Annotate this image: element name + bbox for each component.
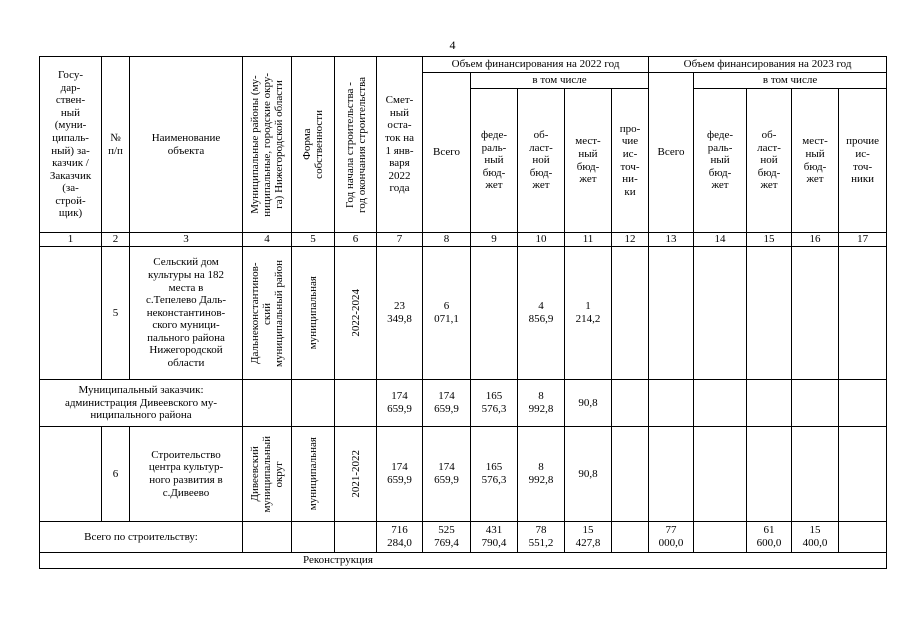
header-total-2023: Всего xyxy=(649,73,694,233)
column-number: 17 xyxy=(839,233,887,247)
item6-years-cell xyxy=(335,427,377,522)
table-row-item-5 xyxy=(40,247,887,380)
total-total-2022: 525 769,4 xyxy=(423,522,471,553)
column-number-row xyxy=(40,233,887,247)
column-number: 4 xyxy=(243,233,292,247)
item6-ownership-cell xyxy=(292,427,335,522)
item6-regional-2022: 8 992,8 xyxy=(518,427,565,522)
table-row-customer xyxy=(40,380,887,427)
item5-years-cell xyxy=(335,247,377,380)
header-ownership: Форма собственности xyxy=(301,110,325,179)
item5-other-2023 xyxy=(839,247,887,380)
column-number: 2 xyxy=(102,233,130,247)
item5-ownership-cell xyxy=(292,247,335,380)
header-regional-2023: об- ласт- ной бюд- жет xyxy=(747,89,792,233)
column-number: 14 xyxy=(694,233,747,247)
total-regional-2023: 61 600,0 xyxy=(747,522,792,553)
item6-object: Строительство центра культур- ного развития в с.Дивеево xyxy=(130,427,243,522)
column-number: 13 xyxy=(649,233,694,247)
header-districts-cell xyxy=(243,57,292,233)
column-number: 6 xyxy=(335,233,377,247)
header-including-2022: в том числе xyxy=(471,73,649,89)
column-number: 15 xyxy=(747,233,792,247)
header-funding-2022: Объем финансирования на 2022 год xyxy=(423,57,649,73)
table-row-item-6 xyxy=(40,427,887,522)
total-estimate: 716 284,0 xyxy=(377,522,423,553)
table-row-total xyxy=(40,522,887,553)
item6-district-cell xyxy=(243,427,292,522)
item6-total-2022: 174 659,9 xyxy=(423,427,471,522)
item6-number: 6 xyxy=(102,427,130,522)
table-row-section xyxy=(40,553,887,569)
header-local-2022: мест- ный бюд- жет xyxy=(565,89,612,233)
customer-label: Муниципальный заказчик: администрация Дивеевского му- ниципального района xyxy=(40,380,243,427)
item5-regional-2022: 4 856,9 xyxy=(518,247,565,380)
item5-other-2022 xyxy=(612,247,649,380)
header-federal-2022: феде- раль- ный бюд- жет xyxy=(471,89,518,233)
header-total-2022: Всего xyxy=(423,73,471,233)
customer-regional-2022: 8 992,8 xyxy=(518,380,565,427)
column-number: 10 xyxy=(518,233,565,247)
section-reconstruction: Реконструкция xyxy=(40,553,887,569)
total-label: Всего по строительству: xyxy=(40,522,243,553)
item5-district: Дальнеконстантинов- ский муниципальный район xyxy=(249,259,285,367)
header-number: № п/п xyxy=(102,57,130,233)
header-years-cell xyxy=(335,57,377,233)
total-local-2022: 15 427,8 xyxy=(565,522,612,553)
total-local-2023: 15 400,0 xyxy=(792,522,839,553)
header-districts: Муниципальные районы (му- ниципальные, городские окру- га) Нижегородской области xyxy=(249,72,285,217)
header-estimate: Смет- ный оста- ток на 1 янв- варя 2022 года xyxy=(377,57,423,233)
column-number: 3 xyxy=(130,233,243,247)
item5-object: Сельский дом культуры на 182 места в с.Тепелево Даль- неконстантинов- ского муници- пального района Нижегородской области xyxy=(130,247,243,380)
header-local-2023: мест- ный бюд- жет xyxy=(792,89,839,233)
column-number: 1 xyxy=(40,233,102,247)
item5-district-cell xyxy=(243,247,292,380)
total-regional-2022: 78 551,2 xyxy=(518,522,565,553)
column-number: 5 xyxy=(292,233,335,247)
total-total-2023: 77 000,0 xyxy=(649,522,694,553)
column-number: 8 xyxy=(423,233,471,247)
item5-number: 5 xyxy=(102,247,130,380)
total-federal-2022: 431 790,4 xyxy=(471,522,518,553)
header-ownership-cell xyxy=(292,57,335,233)
customer-estimate: 174 659,9 xyxy=(377,380,423,427)
item5-ownership: муниципальная xyxy=(307,276,319,350)
header-object-name: Наименование объекта xyxy=(130,57,243,233)
column-number: 11 xyxy=(565,233,612,247)
item5-local-2023 xyxy=(792,247,839,380)
header-including-2023: в том числе xyxy=(694,73,887,89)
header-federal-2023: феде- раль- ный бюд- жет xyxy=(694,89,747,233)
item5-years: 2022-2024 xyxy=(349,289,362,337)
header-other-2023: прочие ис- точ- ники xyxy=(839,89,887,233)
item6-district: Дивеевский муниципальный округ xyxy=(249,435,285,513)
item5-federal-2023 xyxy=(694,247,747,380)
item5-local-2022: 1 214,2 xyxy=(565,247,612,380)
column-number: 16 xyxy=(792,233,839,247)
header-customer: Госу- дар- ствен- ный (муни- ципаль- ный) за- казчик / Заказчик (за- строй- щик) xyxy=(40,57,102,233)
header-funding-2023: Объем финансирования на 2023 год xyxy=(649,57,887,73)
item6-years: 2021-2022 xyxy=(349,450,362,498)
customer-local-2022: 90,8 xyxy=(565,380,612,427)
item5-customer-cell xyxy=(40,247,102,380)
item5-total-2023 xyxy=(649,247,694,380)
column-number: 7 xyxy=(377,233,423,247)
column-number: 12 xyxy=(612,233,649,247)
header-regional-2022: об- ласт- ной бюд- жет xyxy=(518,89,565,233)
item6-estimate: 174 659,9 xyxy=(377,427,423,522)
column-number: 9 xyxy=(471,233,518,247)
item6-ownership: муниципальная xyxy=(307,437,319,511)
item5-federal-2022 xyxy=(471,247,518,380)
capital-construction-table xyxy=(39,56,887,569)
header-years: Год начала строительства - год окончания строительства xyxy=(343,76,368,213)
customer-federal-2022: 165 576,3 xyxy=(471,380,518,427)
item5-estimate: 23 349,8 xyxy=(377,247,423,380)
customer-total-2022: 174 659,9 xyxy=(423,380,471,427)
item6-federal-2022: 165 576,3 xyxy=(471,427,518,522)
item5-regional-2023 xyxy=(747,247,792,380)
page-number: 4 xyxy=(449,38,456,52)
item6-customer-cell xyxy=(40,427,102,522)
item5-total-2022: 6 071,1 xyxy=(423,247,471,380)
header-other-2022: про- чие ис- точ- ни- ки xyxy=(612,89,649,233)
item6-local-2022: 90,8 xyxy=(565,427,612,522)
